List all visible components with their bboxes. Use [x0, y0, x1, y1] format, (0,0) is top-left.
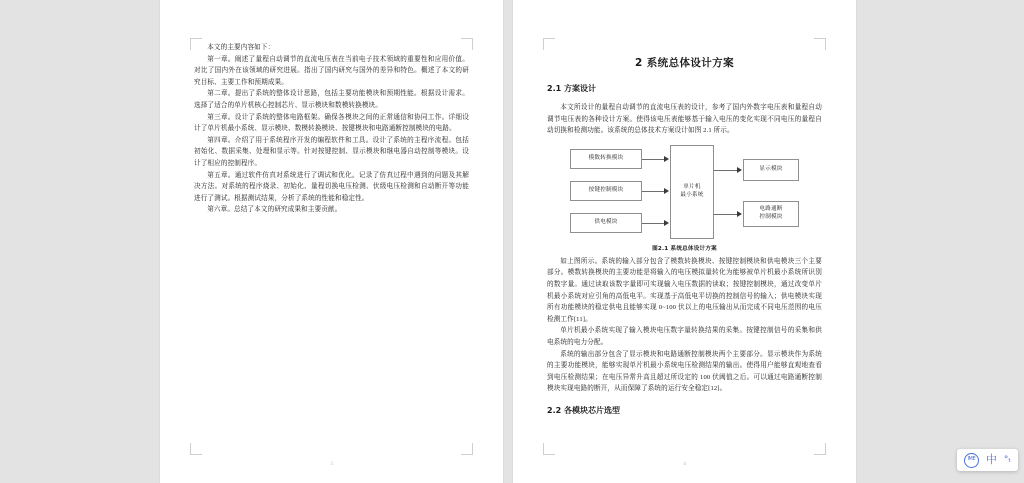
- page-left-content[interactable]: [194, 42, 469, 453]
- connector-adc-to-mcu: [642, 159, 665, 160]
- diagram-block-mcu-label-line2: 最小系统: [680, 191, 704, 198]
- connector-mcu-to-breaker: [714, 214, 738, 215]
- connector-power-to-mcu: [642, 223, 665, 224]
- paragraph: 第一章。阐述了量程自动调节的直流电压表在当前电子技术领域的重要性和应用价值。对比了国内外在该领域的研究进展。指出了国内研究与国外的差异和特色。概述了本文的研究目标、主要工作和预期成果。: [194, 55, 469, 86]
- paragraph: 系统的输出部分包含了显示模块和电路通断控制模块两个主要部分。显示模块作为系统的主要功能模块，能够实现单片机最小系统电压检测结果的输出。使得用户能够直观地查看到电压检测结果；在电压异常升高且超过所设定的 100 伏阈值之后。可以通过电路通断控制模块实现电路的断开，从而保障了系统的运行安全稳定[12]。: [547, 350, 822, 393]
- diagram-block-circuit-breaker: [743, 201, 799, 227]
- section-title-2-2: 2.2 各模块芯片选型: [547, 405, 620, 415]
- paragraph: 第三章。设计了系统的整体电路框架。确保各模块之间的正常通信和协同工作。详细设计了单片机最小系统、显示模块、数模转换模块、按键模块和电路通断控制模块的电路。: [194, 113, 469, 133]
- connector-mcu-to-display: [714, 170, 738, 171]
- arrow-mcu-to-display: [737, 167, 742, 173]
- arrow-key-to-mcu: [664, 188, 669, 194]
- paragraph: 本文所设计的量程自动调节的直流电压表的设计，参考了国内外数字电压表和量程自动调节电压表的各种设计方案。使得该电压表能够基于输入电压的变化实现不同电压的量程自动切换和检测功能。该系统的总体技术方案设计如图 2.1 所示。: [547, 104, 822, 135]
- ime-toolbox-icon[interactable]: °ₜ: [1003, 455, 1011, 465]
- diagram-block-adc-label: 模数转换模块: [588, 154, 624, 161]
- diagram-block-adc: [570, 149, 642, 169]
- diagram-block-power-supply-label: 供电模块: [594, 218, 618, 225]
- document-page-right[interactable]: [513, 0, 856, 483]
- ime-mode-toggle[interactable]: 中: [985, 453, 997, 466]
- page-right-content[interactable]: [547, 42, 822, 453]
- figure-system-block-diagram: [547, 145, 822, 252]
- paragraph: 单片机最小系统实现了输入模块电压数字量转换结果的采集。按键控制信号的采集和供电系统的电力分配。: [547, 327, 822, 346]
- diagram-block-power-supply: [570, 213, 642, 233]
- paragraph: 第二章。提出了系统的整体设计思路，包括主要功能模块和预期性能。根据设计需求。选择了适合的单片机核心控制芯片、显示模块和数模转换模块。: [194, 90, 469, 109]
- page-number: 3: [330, 461, 333, 467]
- ime-logo-icon[interactable]: IME: [964, 453, 979, 468]
- page-right-inner: [513, 0, 856, 483]
- section-title-2-1: 2.1 方案设计: [547, 84, 596, 93]
- page-number: 4: [683, 461, 686, 467]
- diagram-block-circuit-breaker-label-line1: 电路通断: [759, 206, 783, 213]
- diagram-block-circuit-breaker-label-line2: 控制模块: [759, 213, 783, 220]
- arrow-power-to-mcu: [664, 220, 669, 226]
- arrow-adc-to-mcu: [664, 156, 669, 162]
- paragraph: 第五章。通过软件仿真对系统进行了调试和优化。记录了仿真过程中遇到的问题及其解决方法。对系统的程序烧录、初始化、量程切换电压检测、伏级电压检测和自动断开等功能进行了测试。根据测试结果，分析了系统的性能和稳定性。: [194, 171, 469, 202]
- diagram-block-key-control: [570, 181, 642, 201]
- diagram-block-display: [743, 159, 799, 181]
- arrow-mcu-to-breaker: [737, 211, 742, 217]
- ime-floating-bar[interactable]: [957, 449, 1018, 471]
- connector-key-to-mcu: [642, 191, 665, 192]
- document-page-left[interactable]: [160, 0, 503, 483]
- block-diagram: [568, 145, 801, 241]
- diagram-block-key-control-label: 按键控制模块: [588, 186, 624, 193]
- diagram-block-mcu-label-line1: 单片机: [683, 184, 701, 191]
- paragraph: 第四章。介绍了用于系统程序开发的编程软件和工具。设计了系统的主程序流程。包括初始化、数据采集、处理和显示等。针对按键控制、显示模块和继电器自动控制等模块。设计了相应的控制程序。: [194, 136, 469, 167]
- chapter-title: 2 系统总体设计方案: [635, 57, 734, 69]
- paragraph: 第六章。总结了本文的研究成果和主要贡献。: [207, 206, 342, 214]
- paragraph: 本文的主要内容如下：: [207, 44, 275, 51]
- diagram-block-mcu: [670, 145, 714, 239]
- diagram-block-display-label: 显示模块: [759, 165, 783, 172]
- paragraph: 如上图所示。系统的输入部分包含了模数转换模块、按键控制模块和供电模块三个主要部分。模数转换模块的主要功能是将输入的电压模拟量转化为能够被单片机最小系统所识别的数字量。通过读取该数字量即可实现输入电压数据的读取；按键控制模块，通过改变单片机最小系统对应引角的高低电平。实现基于高低电平切换的控制信号的输入；供电模块实现所有功能模块的稳定供电且能够实现 0~100 伏以上的电压输出从而完成不同电压范围的电压检测工作[11]。: [547, 257, 822, 323]
- page-left-inner: [160, 0, 503, 483]
- figure-caption: 图2.1 系统总体设计方案: [652, 245, 717, 252]
